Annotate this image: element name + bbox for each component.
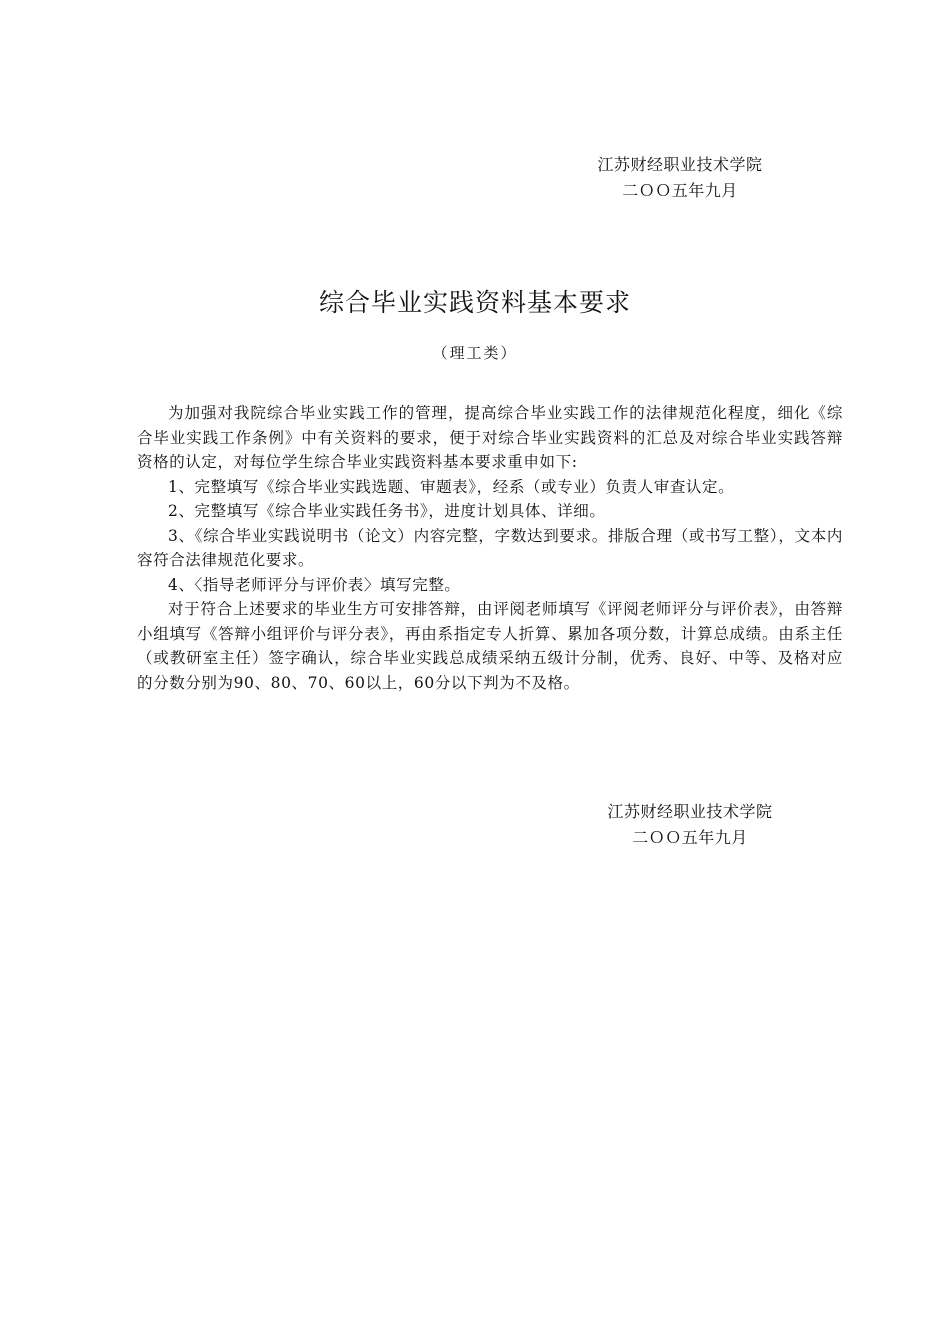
- requirement-item-3: 3、《综合毕业实践说明书（论文）内容完整，字数达到要求。排版合理（或书写工整），文本内容符合法律规范化要求。: [137, 526, 843, 569]
- header-signature: [560, 152, 800, 204]
- header-date: 二ＯＯ五年九月: [622, 181, 738, 200]
- intro-paragraph: 为加强对我院综合毕业实践工作的管理，提高综合毕业实践工作的法律规范化程度，细化《综合毕业实践工作条例》中有关资料的要求，便于对综合毕业实践资料的汇总及对综合毕业实践答辩资格的认定，对每位学生综合毕业实践资料基本要求重申如下:: [137, 404, 843, 471]
- footer-date: 二ＯＯ五年九月: [632, 828, 748, 847]
- document-body: [137, 401, 843, 695]
- document-title: 综合毕业实践资料基本要求: [318, 288, 631, 317]
- requirement-item-4: 4、〈指导老师评分与评价表〉填写完整。: [168, 575, 461, 594]
- document-subtitle: （理工类）: [432, 344, 518, 362]
- requirement-item-1: 1、完整填写《综合毕业实践选题、审题表》，经系（或专业）负责人审查认定。: [168, 477, 735, 496]
- footer-institution: 江苏财经职业技术学院: [607, 802, 773, 821]
- requirement-item-2: 2、完整填写《综合毕业实践任务书》，进度计划具体、详细。: [168, 502, 606, 520]
- footer-signature: [570, 799, 810, 851]
- header-institution: 江苏财经职业技术学院: [597, 155, 763, 174]
- grading-paragraph: 对于符合上述要求的毕业生方可安排答辩，由评阅老师填写《评阅老师评分与评价表》，由答辩小组填写《答辩小组评价与评分表》，再由系指定专人折算、累加各项分数，计算总成绩。由系主任（或教研室主任）签字确认，综合毕业实践总成绩采纳五级计分制，优秀、良好、中等、及格对应的分数分别为90、80、70、60以上，60分以下判为不及格。: [137, 600, 843, 692]
